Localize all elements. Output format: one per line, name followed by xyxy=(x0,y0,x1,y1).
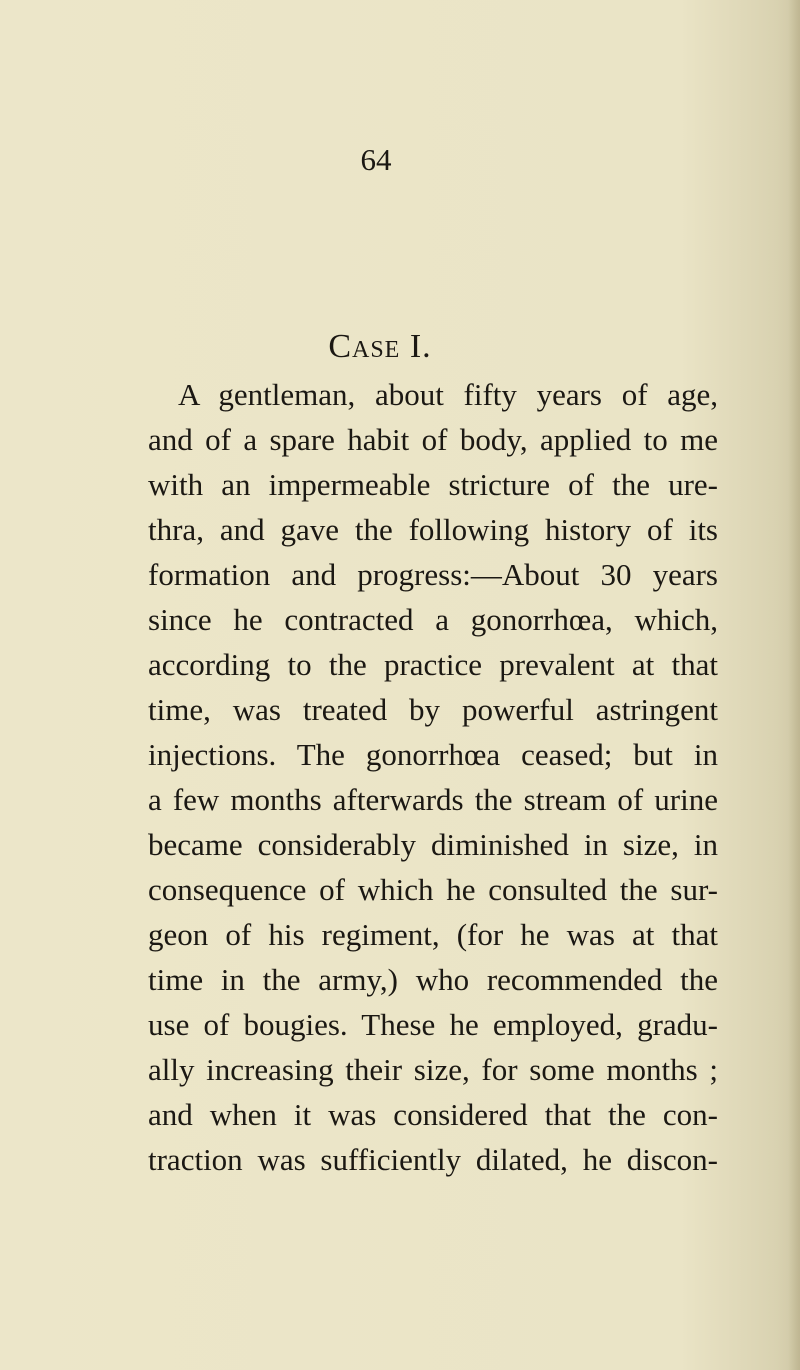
text-line: since he contracted a gonorrhœa, which, xyxy=(148,602,718,637)
case-heading: Case I. xyxy=(328,328,432,365)
text-line: consequence of which he consulted the sur- xyxy=(148,872,718,907)
text-line: time, was treated by powerful astringent xyxy=(148,692,718,727)
text-line: geon of his regiment, (for he was at that xyxy=(148,917,718,952)
text-line: traction was sufficiently dilated, he discon- xyxy=(148,1142,718,1177)
text-line: time in the army,) who recommended the xyxy=(148,962,718,997)
text-line: and of a spare habit of body, applied to me xyxy=(148,422,718,457)
text-line: A gentleman, about fifty years of age, xyxy=(178,377,718,412)
text-line: formation and progress:—About 30 years xyxy=(148,557,718,592)
page-number: 64 xyxy=(360,142,392,177)
text-line: became considerably diminished in size, in xyxy=(148,827,718,862)
text-line: a few months afterwards the stream of urine xyxy=(148,782,718,817)
text-line: thra, and gave the following history of its xyxy=(148,512,718,547)
text-line: use of bougies. These he employed, gradu- xyxy=(148,1007,718,1042)
page-edge-shadow xyxy=(788,0,800,1370)
text-line: with an impermeable stricture of the ure- xyxy=(148,467,718,502)
text-line: injections. The gonorrhœa ceased; but in xyxy=(148,737,718,772)
body-paragraph xyxy=(148,372,718,1182)
text-line: ally increasing their size, for some months ; xyxy=(148,1052,718,1087)
text-line: and when it was considered that the con- xyxy=(148,1097,718,1132)
text-line: according to the practice prevalent at that xyxy=(148,647,718,682)
